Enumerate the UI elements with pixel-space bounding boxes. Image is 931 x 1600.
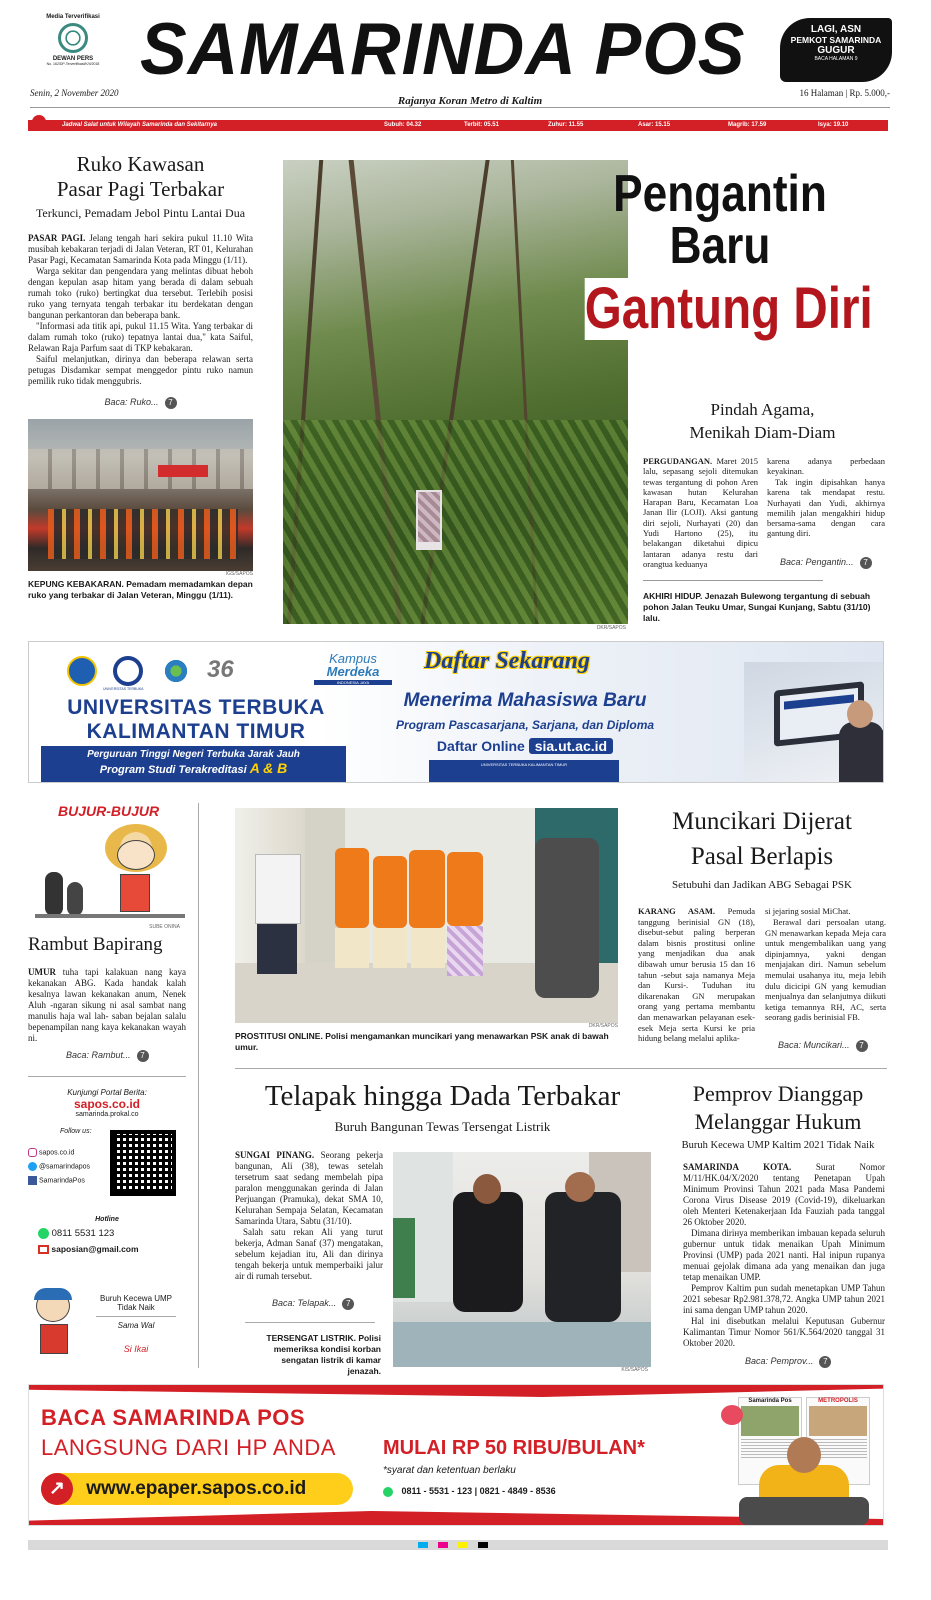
story-ruko: Ruko Kawasan Pasar Pagi Terbakar Terkunci, Pemadam Jebol Pintu Lantai Dua PASAR PAGI. Jelang tengah hari sekira pukul 11.10 Wita musibah kebakaran terjadi di Jalan Veteran, RT 01, Kelurahan Pasar Pagi, Kecamatan Samarinda Kota pada Minggu (1/11). Warga sekitar dan pengendara yang melintas dibuat heboh dengan kepulan asap hitam yang berada di dalam sebuah rumah toko (ruko) bertingkat dua tersebut. Terlebih posisi ruko yang ternyata tengah terbakar itu berdekatan dengan bangunan perkantoran dan beberapa bank. "Informasi ada titik api, pukul 11.15 Wita. Yang terbakar di dalam rumah toko (ruko) tepatnya lantai dua," kata Saiful, Relawan Raja Parfum saat di TKP kebakaran. Saiful melanjutkan, dirinya dan beberapa relawan serta petugas Disdamkar sempat menggedor pintu ruko namun pemilik ruko tidak menggubris. Baca: Ruko... 7 IGS/SAPOS KEPUNG KEBAKARAN. Pemadam memadamkan depan ruko yang terbakar di Jalan Veteran, Minggu (1/11). (28, 152, 253, 600)
ut-headline: Menerima Mahasiswa Baru (403, 690, 647, 711)
reader-illustration (729, 1425, 879, 1525)
prayer-terbit: Terbit: 05.51 (464, 122, 499, 128)
whatsapp-icon (38, 1228, 49, 1239)
kampus-merdeka-logo: Kampus Merdeka INDONESIA JAYA (314, 652, 392, 692)
officer-right-figure (545, 1192, 621, 1322)
pointer-arrow-icon: ↗ (41, 1473, 73, 1505)
masthead-date: Senin, 2 November 2020 (30, 88, 119, 98)
story-telapak-title[interactable]: Telapak hingga Dada Terbakar (264, 1080, 621, 1112)
prayer-subuh: Subuh: 04.32 (384, 122, 422, 128)
whatsapp-icon (383, 1487, 393, 1497)
arrow-icon: 7 (856, 1040, 868, 1052)
bujur-body: UMUR tuha tapi kalakuan nang kaya kekanakan ABG. Kada handak kalah kesalnya lawan kekanakan anum, Nenek Aluh -ngaran sikung ni asal sambat nang manulis haja wal lah- saban bejalan salalu bepenampilan nang kaya kekanakan wayah ni. (28, 967, 186, 1043)
prayer-isya: Isya: 19.10 (818, 122, 849, 128)
masthead-title: SAMARINDA POS (140, 8, 746, 90)
column-divider (198, 803, 199, 1368)
story-ruko-subtitle: Terkunci, Pemadam Jebol Pintu Lantai Dua (35, 206, 246, 220)
arrow-icon: 7 (342, 1298, 354, 1310)
story-pemprov-title[interactable]: Pemprov Dianggap Melanggar Hukum (692, 1081, 864, 1134)
dewan-pers-logo-icon (58, 23, 88, 53)
electrocution-photo-caption: TERSENGAT LISTRIK. Polisi memeriksa kondisi korban sengatan listrik di kamar jenazah. (266, 1333, 381, 1376)
arrow-icon: 7 (819, 1356, 831, 1368)
epaper-phones: 0811 - 5531 - 123 | 0821 - 4849 - 8536 (383, 1486, 556, 1497)
gmail-icon (38, 1245, 49, 1254)
twitter-icon (28, 1162, 37, 1171)
portal-site2-link[interactable]: samarinda.prokal.co (75, 1111, 139, 1118)
suspect-figure (335, 848, 369, 928)
portal-box: Kunjungi Portal Berita: sapos.co.id samarinda.prokal.co Follow us: sapos.co.id @samarindapos SamarindaPos Hotline 0811 5531 123 saposian@gmail.com (28, 1088, 186, 1263)
tutwuri-logo-icon (67, 656, 97, 686)
ut-url-button[interactable]: sia.ut.ac.id (529, 738, 613, 754)
story-pemprov-readmore[interactable]: Baca: Pemprov... 7 (745, 1356, 831, 1368)
fire-photo-caption: KEPUNG KEBAKARAN. Pemadam memadamkan depan ruko yang terbakar di Jalan Veteran, Minggu (1/11). (28, 579, 253, 600)
ut-logo-icon (113, 656, 143, 686)
sama-wal-cartoon (30, 1288, 80, 1360)
story-pengantin-title[interactable]: Pengantin Baru Gantung Diri (584, 165, 873, 341)
story-muncikari-body: KARANG ASAM. Pemuda tanggung berinisial GN (18), disebut-sebut paling berperan dalam bisnis prostitusi online yang menjadikan dua anak dibawah umur berusia 15 dan 16 tahun -sebut saja namanya Meja dan Kursi-. Tuduhan itu dikarenakan GN merupakan orang yang pertama membantu dan menawarkan pelayanan esek-esek Meja serta Kursi ke pria hidung belang melalui aplika- si jejaring sosial MiChat. Berawal dari persoalan utang. GN menawarkan kepada Meja cara untuk mengembalikan uang yang dipinjamnya, yakni dengan menjajakan diri. Namun sebelum memulai usahanya itu, meja lebih dulu dicicipi GN yang kemudian menjualnya dan selanjutnya diikuti ketiga temannya RH, AC, serta seorang gadis berinisial FB. (638, 906, 886, 1044)
promo-box[interactable]: LAGI, ASN PEMKOT SAMARINDA GUGUR BACA HALAMAN 9 (780, 18, 892, 82)
story-muncikari-readmore[interactable]: Baca: Muncikari... 7 (778, 1040, 868, 1052)
facebook-link[interactable]: SamarindaPos (28, 1176, 85, 1185)
mosque-icon (32, 115, 46, 125)
prayer-asar: Asar: 15.15 (638, 122, 671, 128)
portal-site-link[interactable]: sapos.co.id (73, 1097, 141, 1111)
masthead-price: 16 Halaman | Rp. 5.000,- (799, 88, 890, 98)
arrow-icon: 7 (860, 557, 872, 569)
epaper-url-button[interactable]: ↗ www.epaper.sapos.co.id (41, 1473, 353, 1505)
story-telapak-body: SUNGAI PINANG. Seorang pekerja bangunan, Ali (38), tewas setelah tersetrum saat sedang membelah pipa paralon menggunakan gerinda di Jalan Perjuangan (Pramuka), dekat SMA 10, Kelurahan Sempaja Selatan, Kecamatan Samarinda Utara, Sabtu (31/10). Salah satu rekan Ali yang turut bekerja, Adman Sanaf (37) mengatakan, sebelum kejadian itu, Ali dan dirinya tengah bekerja untuk memperbaiki jalur air di rumah tersebut. (235, 1150, 383, 1281)
story-ruko-title[interactable]: Ruko Kawasan Pasar Pagi Terbakar (56, 152, 225, 201)
prayer-times-bar (28, 120, 888, 131)
sama-wal-box: Buruh Kecewa UMP Tidak Naik Sama Wal Si Ikai (86, 1294, 186, 1354)
arrow-icon: 7 (165, 397, 177, 409)
officer-left-figure (453, 1192, 523, 1312)
prayer-magrib: Magrib: 17.59 (728, 122, 767, 128)
instagram-link[interactable]: sapos.co.id (28, 1148, 74, 1157)
bujur-label: BUJUR-BUJUR (58, 803, 160, 819)
story-telapak-readmore[interactable]: Baca: Telapak... 7 (272, 1298, 354, 1310)
story-pengantin-subtitle: Pindah Agama, Menikah Diam-Diam (689, 400, 836, 442)
hanging-photo-caption: AKHIRI HIDUP. Jenazah Bulewong tergantung di sebuah pohon Jalan Teuku Umar, Sungai Kunjang, Sabtu (31/10) lalu. (643, 591, 871, 623)
daftar-sekarang: Daftar Sekarang (424, 648, 591, 674)
police-officer-figure (535, 838, 599, 998)
police-photo (235, 808, 618, 1023)
prayer-bar-label: Jadwal Salat untuk Wilayah Samarinda dan Sekitarnya (62, 122, 218, 128)
print-registration-bar (28, 1540, 888, 1550)
dewan-pers-badge: Media Terverifikasi DEWAN PERS No. 162/DP-Terverifikasi/K/II/2018 (46, 14, 100, 66)
masthead-tagline: Rajanya Koran Metro di Kaltim (397, 95, 543, 107)
qr-code-icon[interactable] (110, 1130, 176, 1196)
story-pemprov-subtitle: Buruh Kecewa UMP Kaltim 2021 Tidak Naik (681, 1140, 875, 1151)
story-muncikari-title[interactable]: Muncikari Dijerat Pasal Berlapis (672, 808, 852, 870)
email-link[interactable]: saposian@gmail.com (38, 1244, 139, 1254)
story-ruko-body: PASAR PAGI. Jelang tengah hari sekira pukul 11.10 Wita musibah kebakaran terjadi di Jalan Veteran, RT 01, Kelurahan Pasar Pagi, Kecamatan Samarinda Kota pada Minggu (1/11). Warga sekitar dan pengendara yang melintas dibuat heboh dengan kepulan asap hitam yang berada di dalam sebuah rumah toko (ruko) bertingkat dua tersebut. Terlebih posisi ruko yang ternyata tengah terbakar itu berdekatan dengan bangunan perkantoran dan beberapa bank. "Informasi ada titik api, pukul 11.15 Wita. Yang terbakar di dalam rumah toko (ruko) tepatnya lantai dua," kata Saiful, Relawan Raja Parfum saat di TKP kebakaran. Saiful melanjutkan, dirinya dan beberapa relawan serta petugas Disdamkar sempat menggedor pintu ruko namun pemilik ruko tidak menggubris. (28, 233, 253, 386)
instagram-icon (28, 1148, 37, 1157)
ut-advertisement[interactable]: UNIVERSITAS TERBUKA 36 UNIVERSITAS TERBUKA KALIMANTAN TIMUR Perguruan Tinggi Negeri Terbuka Jarak Jauh Program Studi Terakreditasi A & B Kampus Merdeka INDONESIA JAYA Daftar Sekarang Menerima Mahasiswa Baru Program Pascasarjana, Sarjana, dan Diploma Daftar Online sia.ut.ac.id UNIVERSITAS TERBUKA KALIMANTAN TIMUR (28, 641, 884, 783)
electrocution-photo (393, 1152, 651, 1367)
bujur-readmore[interactable]: Baca: Rambut... 7 (66, 1050, 149, 1062)
bujur-title[interactable]: Rambut Bapirang (28, 934, 163, 955)
phone-link[interactable]: 0811 5531 123 (38, 1228, 114, 1239)
police-photo-caption: PROSTITUSI ONLINE. Polisi mengamankan muncikari yang menawarkan PSK anak di bawah umur. (235, 1031, 609, 1052)
anniversary-badge: 36 (207, 656, 234, 683)
newspaper-thumbnails: Samarinda Pos METROPOLIS (734, 1397, 874, 1507)
prayer-zuhur: Zuhur: 11.55 (548, 122, 584, 128)
masthead-rule (30, 107, 890, 108)
blu-logo-icon (163, 658, 189, 684)
ut-logo-row: UNIVERSITAS TERBUKA 36 (67, 654, 267, 692)
story-pemprov-body: SAMARINDA KOTA. Surat Nomor M/11/HK.04/X/2020 tentang Penetapan Upah Minimum Provinsi Tahun 2021 pada Masa Pandemi Corona Virus Disease 2019 (Covid-19), dikeluarkan oleh Menteri Ketenakerjaan Ida Fauziah pada tanggal 26 Oktober 2020. Dimana diriнya memberikan imbauan kepada seluruh gubernur untuk tidak menaikan Upah Minimum Provinsi (UMP) pada 2021 nanti. Hal inipun rupanya menuai gejolak dimana ada yang menaikan dan juga tetap menaikan UMP. Pemprov Kaltim pun sudah menetapkan UMP Tahun 2021 sebesar Rp2.981.378,72. Angka UMP tahun 2021 ini sama dengan UMP tahun 2020. Hal ini disebutkan melalui Keputusan Gubernur Kalimantan Timur Nomor 561/K.564/2020 tanggal 31 Oktober 2020. (683, 1162, 885, 1348)
story-pengantin-readmore[interactable]: Baca: Pengantin... 7 (780, 557, 872, 569)
arrow-icon: 7 (137, 1050, 149, 1062)
facebook-icon (28, 1176, 37, 1185)
story-telapak-subtitle: Buruh Bangunan Tewas Tersengat Listrik (334, 1119, 551, 1134)
story-ruko-readmore[interactable]: Baca: Ruko... 7 (28, 397, 253, 409)
bujur-cartoon (35, 822, 185, 928)
masthead (0, 0, 931, 140)
epaper-advertisement[interactable]: BACA SAMARINDA POS LANGSUNG DARI HP ANDA ↗ www.epaper.sapos.co.id MULAI RP 50 RIBU/BULAN* *syarat dan ketentuan berlaku 0811 - 5531 - 123 | 0821 - 4849 - 8536 Samarinda Pos METROPOLIS (28, 1384, 884, 1526)
story-muncikari-subtitle: Setubuhi dan Jadikan ABG Sebagai PSK (672, 879, 852, 891)
twitter-link[interactable]: @samarindapos (28, 1162, 90, 1171)
laptop-illustration (744, 662, 884, 783)
story-pengantin-body: PERGUDANGAN. Maret 2015 lalu, sepasang sejoli ditemukan tewas tergantung di pohon Aren kawasan hutan Kelurahan Harapan Baru, Kecamatan Loa Janan Ilir (LOJI). Aksi gantung diri sejoli, Nurhayati (20) dan Yudi Hartono (25), itu belakangan diketahui dipicu lantaran adanya restu dari orangtua keduanya karena adanya perbedaan keyakinan. Tak ingin dipisahkan hanya karena tak mendapat restu. Nurhayati dan Yudi, akhirnya memilih jalan mengakhiri hidup bersama-sama dengan cara gantung diri. (643, 456, 885, 569)
fire-photo (28, 419, 253, 571)
